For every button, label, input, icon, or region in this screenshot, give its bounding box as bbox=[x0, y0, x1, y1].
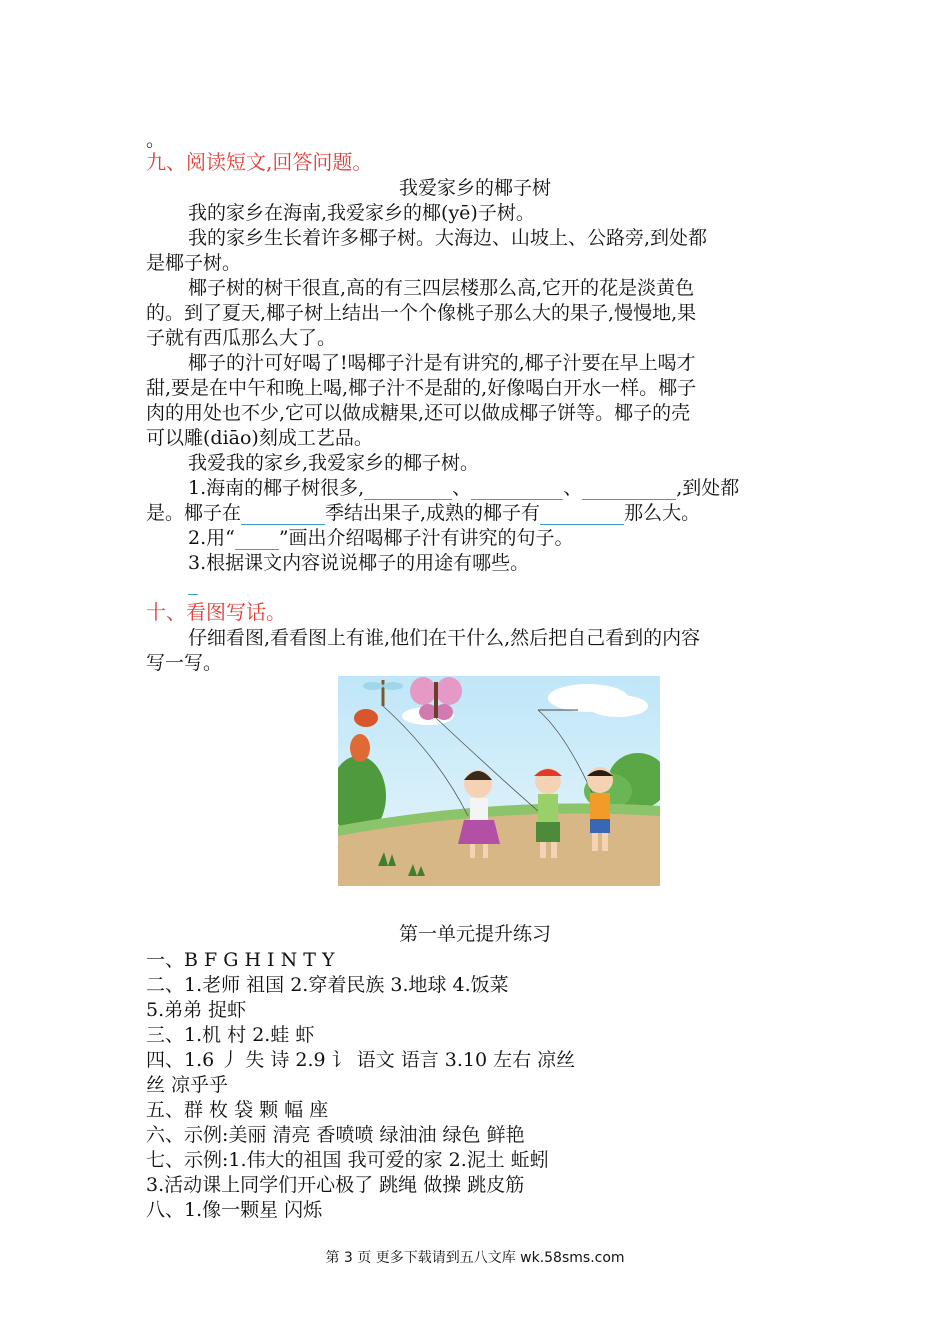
answer-blank-4[interactable] bbox=[241, 504, 325, 525]
passage-p2a: 我的家乡生长着许多椰子树。大海边、山坡上、公路旁,到处都 bbox=[188, 227, 708, 249]
underline-sample bbox=[235, 529, 279, 550]
passage-p3a: 椰子树的树干很直,高的有三四层楼那么高,它开的花是淡黄色 bbox=[188, 277, 695, 299]
section9-heading: 九、阅读短文,回答问题。 bbox=[146, 150, 373, 174]
top-mark: 。 bbox=[146, 129, 166, 151]
question-3-answer-line[interactable] bbox=[188, 571, 198, 595]
answer-line: 五、群 枚 袋 颗 幅 座 bbox=[146, 1099, 329, 1121]
passage-p4d: 可以雕(diāo)刻成工艺品。 bbox=[146, 427, 373, 449]
passage-title: 我爱家乡的椰子树 bbox=[398, 177, 551, 199]
answer-blank-3[interactable] bbox=[582, 479, 676, 500]
question-1-line1 bbox=[188, 476, 739, 500]
answer-line: 七、示例:1.伟大的祖国 我可爱的家 2.泥土 蚯蚓 bbox=[146, 1149, 549, 1171]
question-2-text-b: ”画出介绍喝椰子汁有讲究的句子。 bbox=[278, 527, 574, 549]
question-1-text-b1: 是。椰子在 bbox=[146, 502, 242, 524]
question-2 bbox=[188, 526, 574, 550]
answer-line: 3.活动课上同学们开心极了 跳绳 做操 跳皮筋 bbox=[146, 1174, 525, 1196]
question-2-text-a: 2.用“ bbox=[188, 527, 235, 549]
answer-line: 丝 凉乎乎 bbox=[146, 1074, 229, 1096]
answer-line: 四、1.6 丿 失 诗 2.9 讠 语文 语言 3.10 左右 凉丝 bbox=[146, 1049, 576, 1071]
passage-p3c: 子就有西瓜那么大了。 bbox=[146, 327, 337, 349]
section10-heading: 十、看图写话。 bbox=[146, 600, 286, 624]
illustration-svg bbox=[338, 676, 660, 886]
question-3: 3.根据课文内容说说椰子的用途有哪些。 bbox=[188, 552, 530, 574]
answer-line: 三、1.机 村 2.蛙 虾 bbox=[146, 1024, 315, 1046]
question-1-text: 1.海南的椰子树很多, bbox=[188, 477, 365, 499]
passage-p1: 我的家乡在海南,我爱家乡的椰(yē)子树。 bbox=[188, 202, 535, 224]
passage-p4b: 甜,要是在中午和晚上喝,椰子汁不是甜的,好像喝白开水一样。椰子 bbox=[146, 377, 697, 399]
answer-blank-5[interactable] bbox=[540, 504, 624, 525]
answer-blank-1[interactable] bbox=[364, 479, 452, 500]
passage-p4a: 椰子的汁可好喝了!喝椰子汁是有讲究的,椰子汁要在早上喝才 bbox=[188, 352, 696, 374]
question-1-sep1: 、 bbox=[452, 477, 472, 499]
question-1-sep2: 、 bbox=[563, 477, 583, 499]
section10-p1a: 仔细看图,看看图上有谁,他们在干什么,然后把自己看到的内容 bbox=[188, 627, 701, 649]
section10-p1b: 写一写。 bbox=[146, 652, 223, 674]
question-1-text-b3: 那么大。 bbox=[624, 502, 701, 524]
answer-line: 六、示例:美丽 清亮 香喷喷 绿油油 绿色 鲜艳 bbox=[146, 1124, 525, 1146]
answer-line: 二、1.老师 祖国 2.穿着民族 3.地球 4.饭菜 bbox=[146, 974, 509, 996]
answer-line: 八、1.像一颗星 闪烁 bbox=[146, 1199, 323, 1221]
page-footer: 第 3 页 更多下载请到五八文库 wk.58sms.com bbox=[325, 1250, 625, 1266]
kite-flying-illustration bbox=[338, 676, 660, 886]
passage-p4c: 肉的用处也不少,它可以做成糖果,还可以做成椰子饼等。椰子的壳 bbox=[146, 402, 691, 424]
question-1-end: ,到处都 bbox=[676, 477, 740, 499]
answers-title: 第一单元提升练习 bbox=[398, 923, 551, 945]
answer-line: 一、B F G H I N T Y bbox=[146, 949, 335, 971]
answer-blank-2[interactable] bbox=[471, 479, 563, 500]
question-1-line2 bbox=[146, 501, 700, 525]
passage-p5: 我爱我的家乡,我爱家乡的椰子树。 bbox=[188, 452, 480, 474]
answer-line: 5.弟弟 捉虾 bbox=[146, 999, 247, 1021]
passage-p3b: 的。到了夏天,椰子树上结出一个个像桃子那么大的果子,慢慢地,果 bbox=[146, 302, 697, 324]
question-1-text-b2: 季结出果子,成熟的椰子有 bbox=[325, 502, 541, 524]
answer-blank-6[interactable] bbox=[188, 580, 198, 595]
passage-p2b: 是椰子树。 bbox=[146, 252, 242, 274]
